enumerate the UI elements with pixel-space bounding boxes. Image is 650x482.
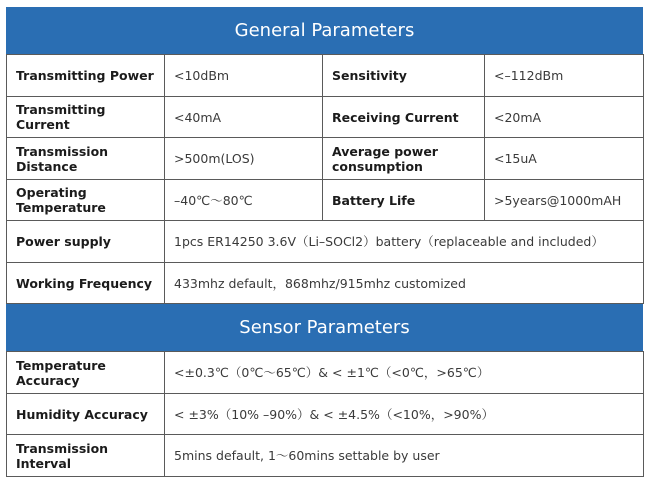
sensor-parameters-header [6,304,643,351]
param-label: Receiving Current [323,97,485,138]
param-value: >500m(LOS) [165,138,323,180]
table-row [7,138,644,180]
table-row [7,435,644,477]
param-value: <–112dBm [485,55,644,97]
sensor-parameters-title: Sensor Parameters [239,317,410,338]
param-label: Temperature Accuracy [7,352,165,394]
param-label: Transmitting Power [7,55,165,97]
table-row [7,221,644,263]
param-label: Humidity Accuracy [7,394,165,435]
parameters-sheet [6,7,643,477]
table-row [7,352,644,394]
param-value: –40℃～80℃ [165,180,323,221]
table-row [7,180,644,221]
param-label: Transmission Interval [7,435,165,477]
general-parameters-table [6,54,644,304]
param-label: Transmitting Current [7,97,165,138]
general-parameters-header [6,7,643,54]
param-value: >5years@1000mAH [485,180,644,221]
param-value: 1pcs ER14250 3.6V（Li–SOCl2）battery（replaceable and included） [165,221,644,263]
table-row [7,263,644,304]
param-value: <10dBm [165,55,323,97]
param-label: Working Frequency [7,263,165,304]
table-row [7,55,644,97]
general-parameters-title: General Parameters [234,20,415,41]
param-label: Operating Temperature [7,180,165,221]
param-value: < ±3%（10% –90%）& < ±4.5%（<10%，>90%） [165,394,644,435]
param-value: 433mhz default，868mhz/915mhz customized [165,263,644,304]
param-value: <±0.3℃（0℃～65℃）& < ±1℃（<0℃，>65℃） [165,352,644,394]
param-label: Transmission Distance [7,138,165,180]
sensor-parameters-table [6,351,644,477]
table-row [7,97,644,138]
param-value: <15uA [485,138,644,180]
param-value: 5mins default, 1～60mins settable by user [165,435,644,477]
param-label: Battery Life [323,180,485,221]
param-label: Average power consumption [323,138,485,180]
param-value: <20mA [485,97,644,138]
param-label: Power supply [7,221,165,263]
param-value: <40mA [165,97,323,138]
table-row [7,394,644,435]
param-label: Sensitivity [323,55,485,97]
